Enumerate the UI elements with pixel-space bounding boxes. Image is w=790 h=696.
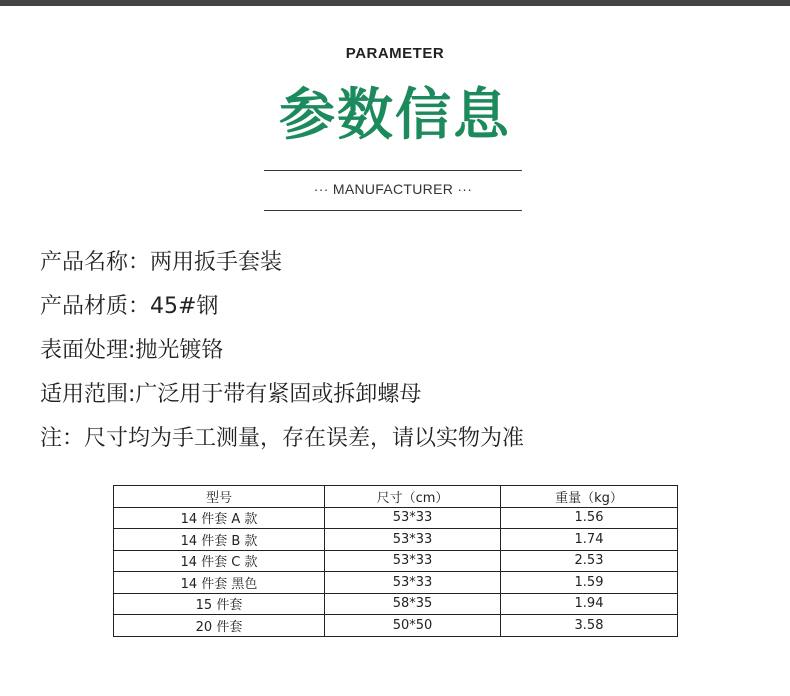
cell-weight: 1.59 [501, 572, 678, 594]
cell-model: 15 件套 [114, 593, 325, 615]
table-row [114, 550, 678, 572]
spec-table-grid [113, 485, 678, 637]
eyebrow-label: PARAMETER [345, 45, 445, 62]
table-row [114, 507, 678, 529]
table-header-row [114, 486, 678, 508]
cell-weight: 3.58 [501, 615, 678, 637]
spec-list [40, 248, 760, 468]
subtitle-label: ··· MANUFACTURER ··· [313, 181, 473, 197]
divider-top [264, 170, 522, 171]
cell-weight: 1.74 [501, 529, 678, 551]
cell-size: 58*35 [325, 593, 501, 615]
table-row [114, 572, 678, 594]
cell-model: 14 件套 C 款 [114, 550, 325, 572]
cell-model: 14 件套 B 款 [114, 529, 325, 551]
column-header-weight: 重量（kg） [501, 486, 678, 508]
cell-weight: 1.56 [501, 507, 678, 529]
cell-weight: 1.94 [501, 593, 678, 615]
table-row [114, 529, 678, 551]
cell-model: 14 件套 黑色 [114, 572, 325, 594]
top-bar [0, 0, 790, 6]
spec-product-name: 产品名称：两用扳手套装 [40, 250, 283, 275]
cell-model: 20 件套 [114, 615, 325, 637]
cell-size: 50*50 [325, 615, 501, 637]
cell-size: 53*33 [325, 550, 501, 572]
cell-size: 53*33 [325, 529, 501, 551]
table-row [114, 593, 678, 615]
cell-weight: 2.53 [501, 550, 678, 572]
spec-usage: 适用范围:广泛用于带有紧固或拆卸螺母 [40, 382, 422, 407]
cell-size: 53*33 [325, 572, 501, 594]
cell-size: 53*33 [325, 507, 501, 529]
spec-surface-treatment: 表面处理:抛光镀铬 [40, 338, 224, 363]
cell-model: 14 件套 A 款 [114, 507, 325, 529]
column-header-size: 尺寸（cm） [325, 486, 501, 508]
divider-bottom [264, 210, 522, 211]
spec-material: 产品材质：45#钢 [40, 294, 219, 319]
column-header-model: 型号 [114, 486, 325, 508]
spec-table [113, 485, 677, 637]
table-row [114, 615, 678, 637]
spec-note: 注：尺寸均为手工测量，存在误差，请以实物为准 [40, 426, 525, 451]
page-title: 参数信息 [279, 83, 511, 148]
